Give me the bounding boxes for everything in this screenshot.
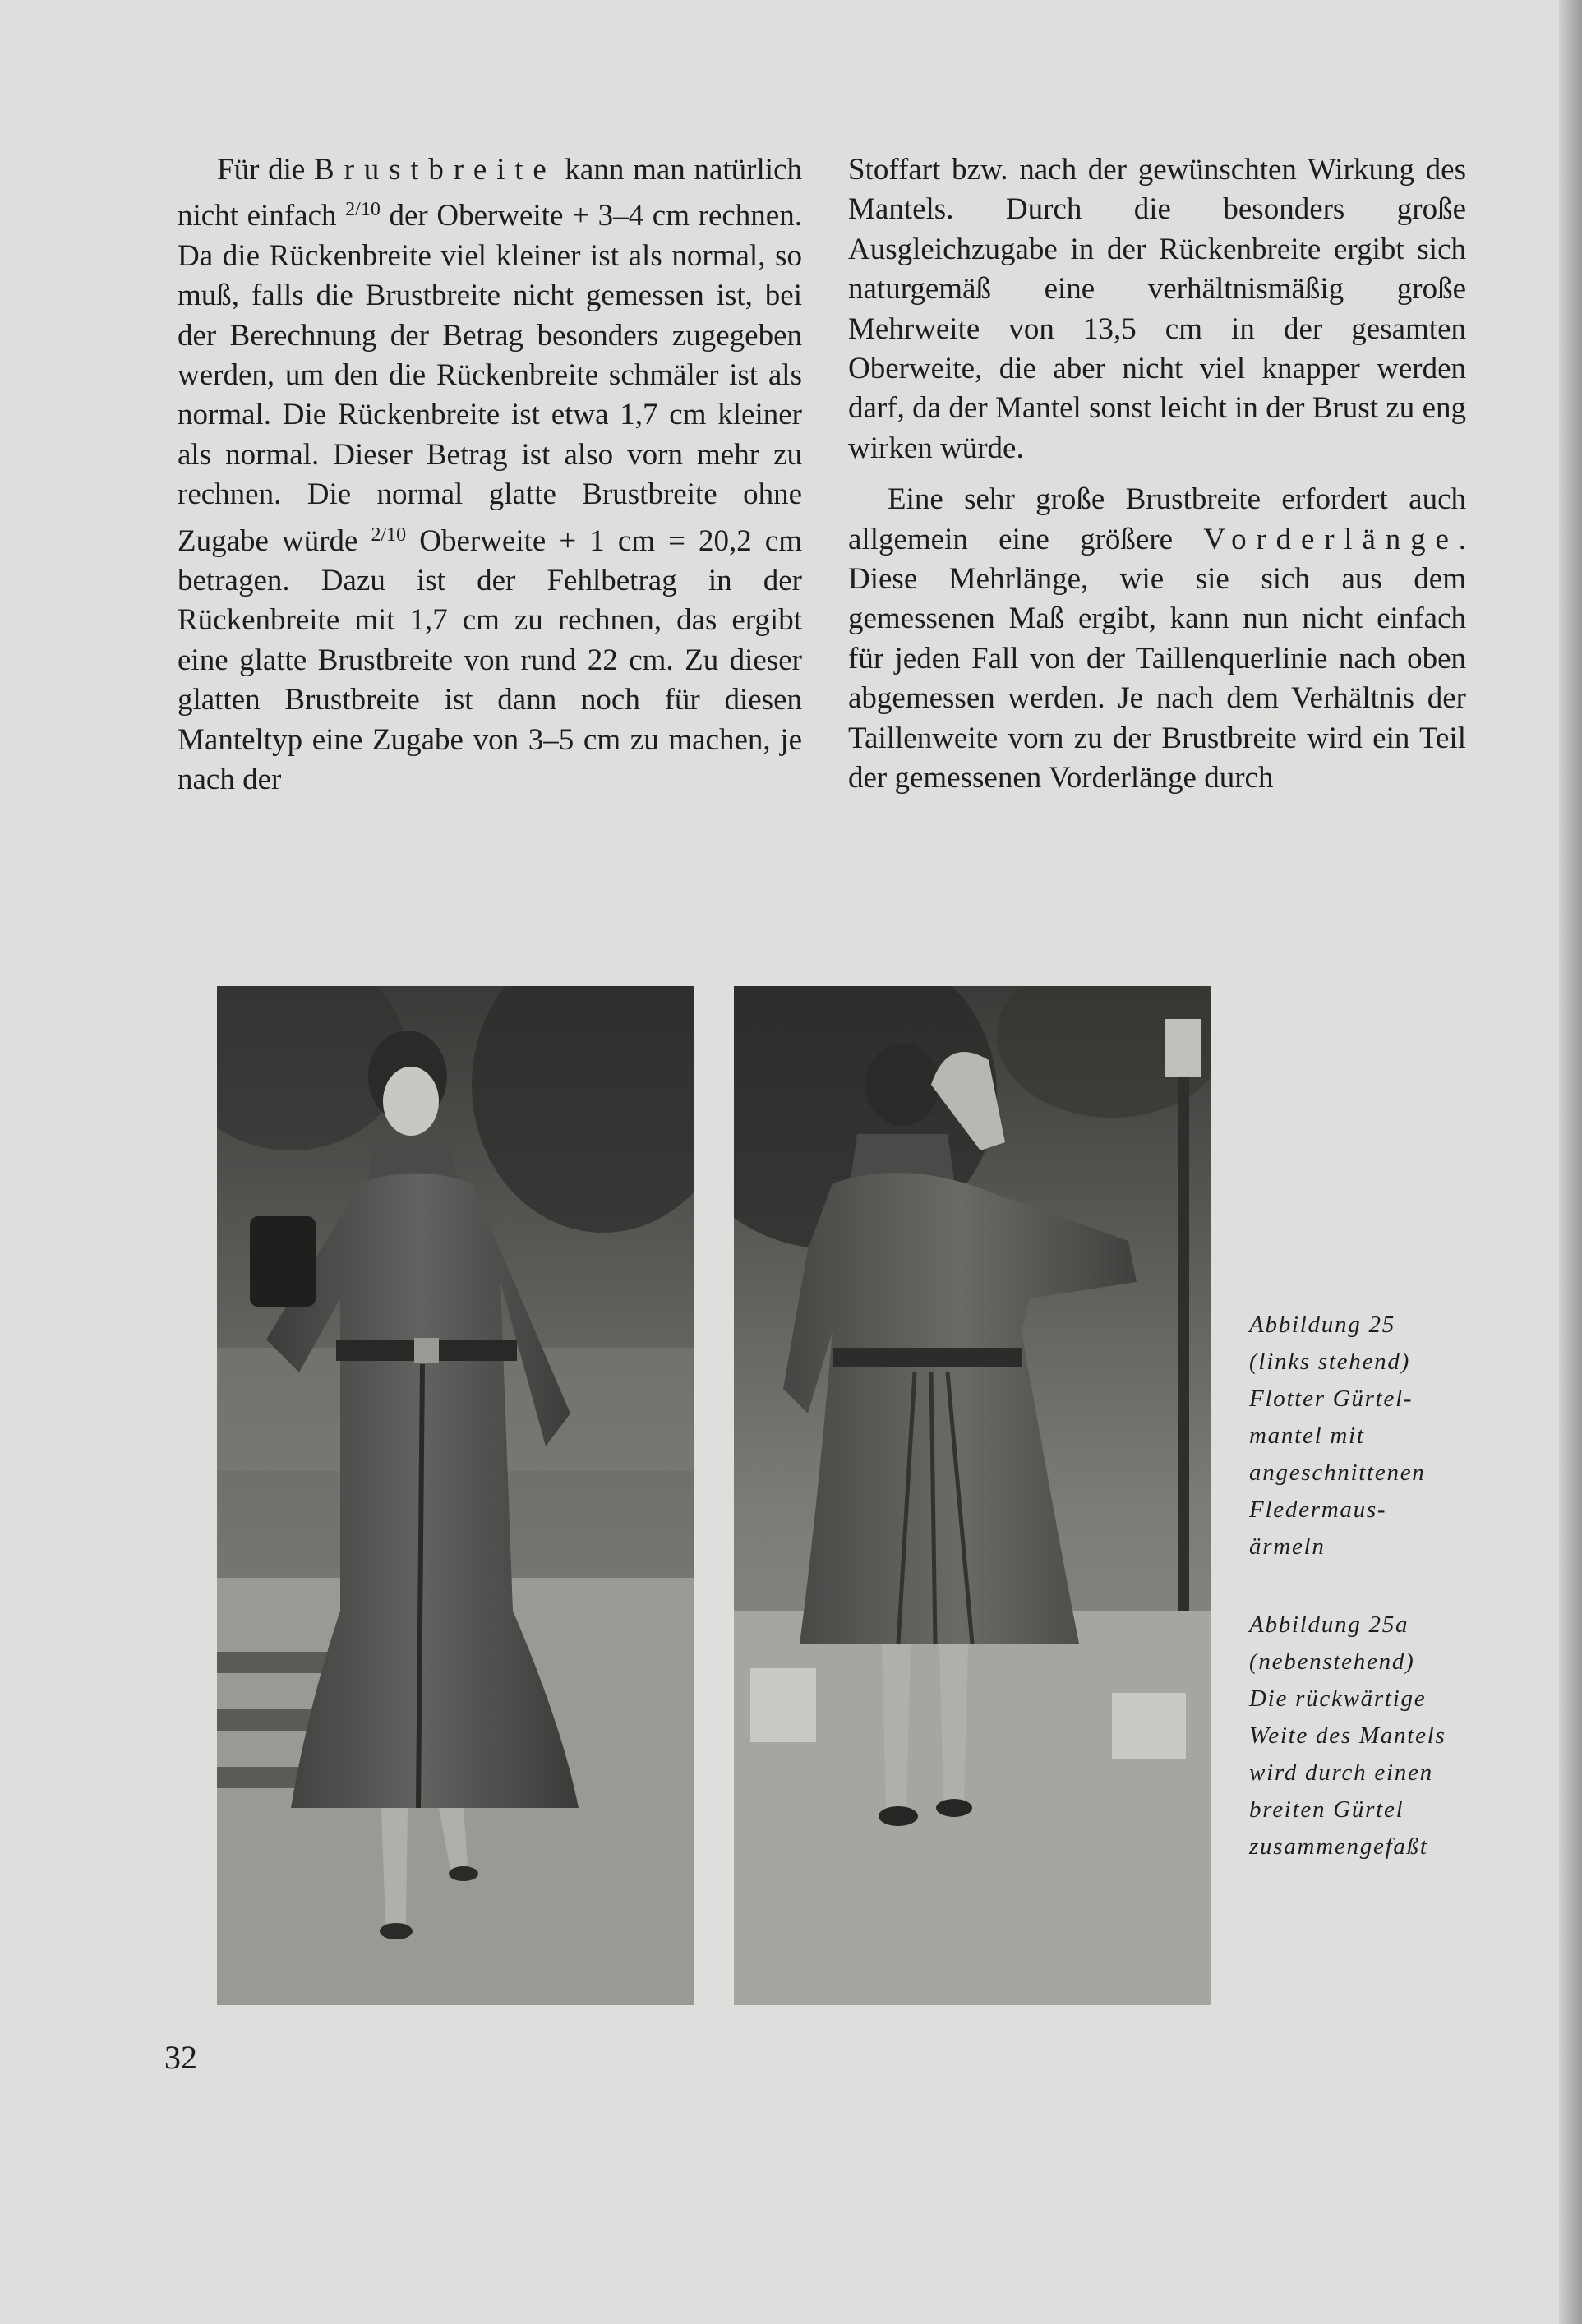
caption-line: mantel mit bbox=[1249, 1423, 1365, 1449]
paragraph: Stoffart bzw. nach der gewünschten Wirkung des Mantels. Durch die besonders große Ausgleichzugabe in der Rückenbreite ergibt sich naturgemäß eine verhältnismäßig große Mehrweite von 13,5 cm in der gesamten Oberweite, die aber nicht viel knapper werden darf, da der Mantel sonst leicht in der Brust zu eng wirken würde. bbox=[848, 153, 1466, 465]
coat-front-photo bbox=[217, 986, 694, 2005]
page-number: 32 bbox=[164, 2039, 197, 2076]
text-column-right bbox=[848, 150, 1466, 799]
caption-line: Fledermaus- bbox=[1249, 1496, 1387, 1523]
caption-line: Abbildung 25 bbox=[1249, 1312, 1395, 1338]
fraction: 2/10 bbox=[345, 199, 381, 221]
spaced-term: Vorderlänge bbox=[1203, 522, 1459, 556]
text-column-left bbox=[178, 150, 802, 800]
caption-line: Weite des Mantels bbox=[1249, 1722, 1446, 1749]
caption-line: breiten Gürtel bbox=[1249, 1796, 1404, 1823]
caption-line: Abbildung 25a bbox=[1249, 1612, 1409, 1638]
paragraph: Eine sehr große Brustbreite erfordert auch allgemein eine größere Vorderlänge. Diese Mehrlänge, wie sie sich aus dem gemessenen Maß ergibt, kann nun nicht einfach für jeden Fall von der Taillenquerlinie nach oben abgemessen werden. Je nach dem Verhältnis der Taillenweite vorn zu der Brustbreite wird ein Teil der gemessenen Vorderlänge durch bbox=[848, 482, 1466, 795]
caption-line: angeschnittenen bbox=[1249, 1459, 1426, 1486]
caption-line: ärmeln bbox=[1249, 1533, 1326, 1560]
caption-line: zusammengefaßt bbox=[1249, 1833, 1428, 1860]
photo-figure-25 bbox=[217, 986, 694, 2005]
spaced-term: Brustbreite bbox=[314, 153, 556, 187]
caption-line: (nebenstehend) bbox=[1249, 1648, 1415, 1675]
caption-figure-25 bbox=[1249, 1307, 1463, 1565]
page-edge-shadow bbox=[1559, 0, 1582, 2324]
photo-figure-25a bbox=[734, 986, 1211, 2005]
paragraph: Für die Brustbreite kann man natürlich nicht einfach $^{2/10}$ der Oberweite + 3–4 cm rechnen. Da die Rückenbreite viel kleiner ist als normal, so muß, falls die Brustbreite nicht gemessen ist, bei der Berechnung der Betrag besonders zugegeben werden, um den die Rückenbreite schmäler ist als normal. Die Rückenbreite ist etwa 1,7 cm kleiner als normal. Dieser Betrag ist also vorn mehr zu rechnen. Die normal glatte Brustbreite ohne Zugabe würde $^{2/10}$ Oberweite + 1 cm = 20,2 cm betragen. Dazu ist der Fehlbetrag in der Rückenbreite mit 1,7 cm zu rechnen, das ergibt eine glatte Brustbreite von rund 22 cm. Zu dieser glatten Brustbreite ist dann noch für diesen Manteltyp eine Zugabe von 3–5 cm zu machen, je nach der bbox=[178, 153, 802, 797]
fraction: 2/10 bbox=[371, 523, 407, 546]
caption-line: Die rückwärtige bbox=[1249, 1685, 1427, 1712]
caption-figure-25a bbox=[1249, 1607, 1463, 1865]
coat-back-photo bbox=[734, 986, 1211, 2005]
caption-line: (links stehend) bbox=[1249, 1349, 1411, 1375]
caption-line: Flotter Gürtel- bbox=[1249, 1386, 1414, 1412]
caption-line: wird durch einen bbox=[1249, 1759, 1433, 1786]
